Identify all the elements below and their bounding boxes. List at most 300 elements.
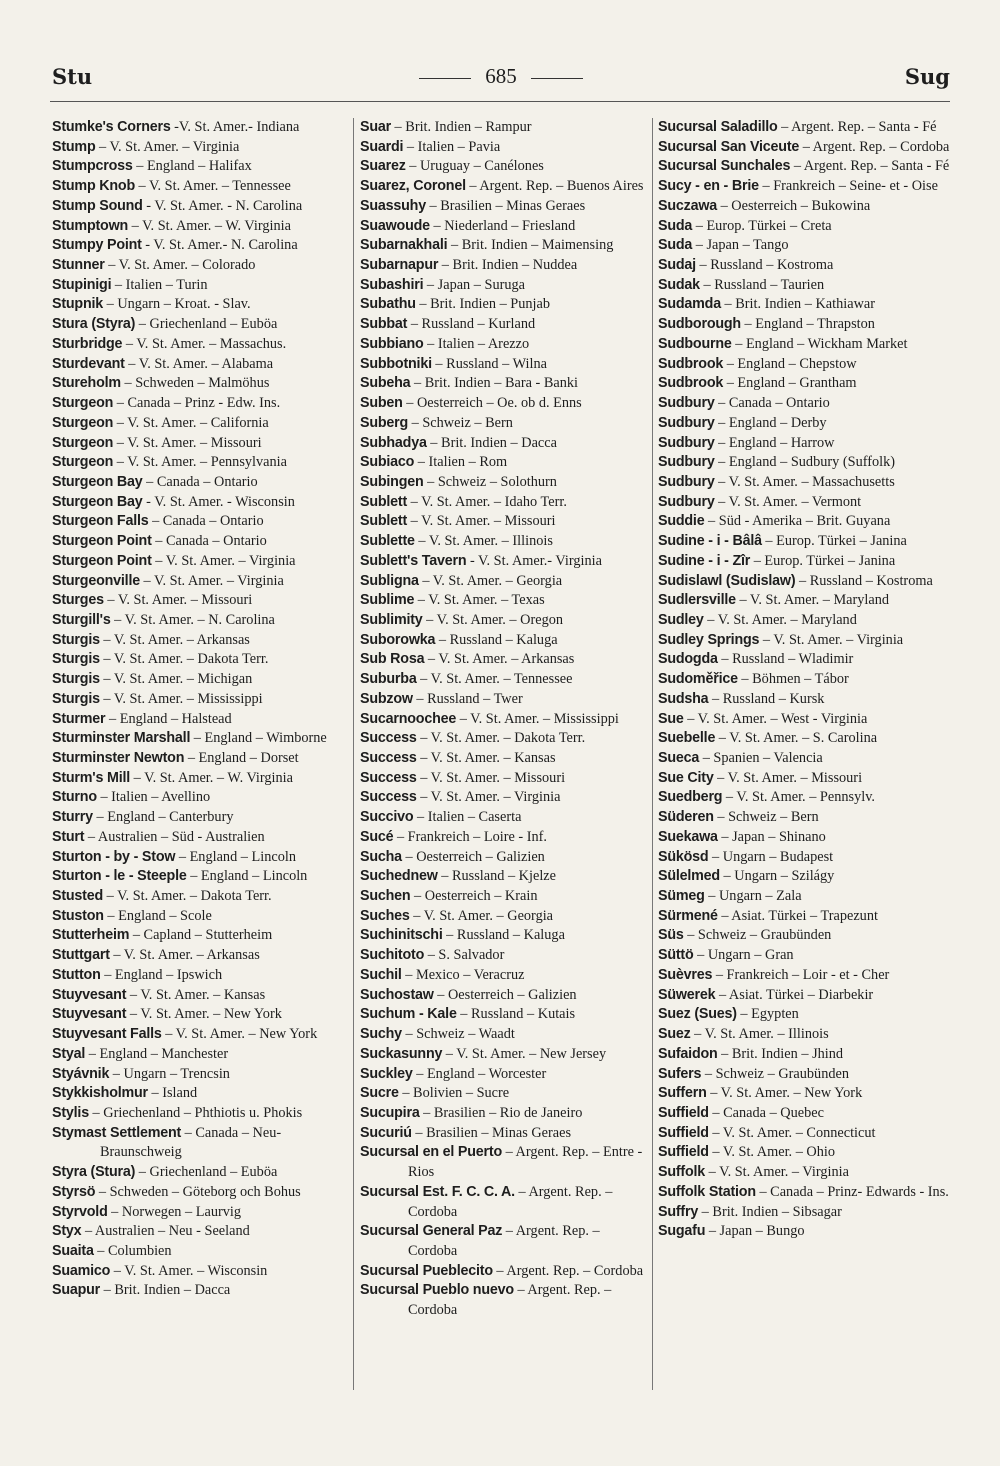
gazetteer-entry [658,690,950,710]
entry-headword: Success [360,769,417,786]
entry-location: – V. St. Amer. – Illinois [414,533,553,550]
gazetteer-entry [52,572,348,592]
entry-headword: Suchil [360,966,402,983]
entry-headword: Stuyvesant [52,986,127,1003]
entry-headword: Suckasunny [360,1045,443,1062]
entry-location: – Griechenland – Phthiotis u. Phokis [88,1104,303,1121]
gazetteer-entry [52,808,348,828]
column-divider [652,118,653,1390]
entry-headword: Sue City [658,769,714,786]
entry-location: – V. St. Amer. – California [113,414,269,431]
entry-location: – Schweiz – Bern [408,414,513,431]
entry-location: – V. St. Amer. – Massachusetts [714,473,895,490]
entry-location: – Bolivien – Sucre [398,1085,510,1102]
entry-headword: Sturm's Mill [52,769,131,786]
entry-location: – Canada – Neu- Braunschweig [100,1124,282,1161]
gazetteer-entry [52,749,348,769]
entry-headword: Stutterheim [52,927,130,944]
entry-headword: Suez (Sues) [658,1006,737,1023]
entry-location: – England – Manchester [85,1045,229,1062]
entry-headword: Suebelle [658,730,716,747]
gazetteer-entry [52,1242,348,1262]
entry-headword: Sturry [52,809,93,826]
gazetteer-entry [360,828,650,848]
gazetteer-entry [360,256,650,276]
entry-headword: Stupnik [52,296,104,313]
entry-headword: Stumptown [52,217,129,234]
gazetteer-entry [52,907,348,927]
entry-headword: Stylis [52,1104,89,1121]
gazetteer-entry [360,907,650,927]
gazetteer-entry [360,355,650,375]
entry-headword: Subeha [360,375,411,392]
entry-headword: Suawoude [360,217,430,234]
entry-location: – England – Canterbury [92,809,234,826]
entry-location: – Ungarn – Szilágy [719,868,835,885]
entry-headword: Sucupira [360,1104,420,1121]
entry-location: – Russland – Kaluga [442,927,565,944]
gazetteer-entry [658,710,950,730]
entry-location: – Italien – Rom [414,454,508,471]
entry-headword: Süs [658,927,684,944]
gazetteer-entry [658,887,950,907]
entry-headword: Sublette [360,533,415,550]
entry-location: – England – Wickham Market [731,335,908,352]
gazetteer-entry [52,591,348,611]
entry-headword: Subingen [360,473,424,490]
entry-headword: Sturgeonville [52,572,140,589]
gazetteer-entry [658,1025,950,1045]
entry-location: – Japan – Shinano [717,828,826,845]
entry-headword: Sturgeon Bay [52,493,143,510]
gazetteer-entry [360,118,650,138]
entry-headword: Sudamda [658,296,721,313]
entry-headword: Sturgeon [52,434,114,451]
column-2 [360,118,650,1321]
entry-headword: Sucarnoochee [360,710,457,727]
entry-location: – Canada – Quebec [708,1104,824,1121]
entry-headword: Sturton - by - Stow [52,848,176,865]
entry-headword: Suches [360,907,410,924]
entry-location: – Brit. Indien – Dacca [426,434,557,451]
gazetteer-entry [52,1163,348,1183]
entry-headword: Sturgis [52,671,100,688]
entry-location: – V. St. Amer. – Missouri [103,592,253,609]
gazetteer-entry [658,907,950,927]
page-number: 685 [485,64,517,88]
entry-location: – England – Chepstow [723,355,857,372]
gazetteer-entry [658,769,950,789]
entry-location: – Russland – Kurland [407,316,536,333]
entry-location: – V. St. Amer. – Maryland [735,592,890,609]
entry-location: – Russland – Twer [412,690,523,707]
gazetteer-entry [658,749,950,769]
entry-location: – Canada – Prinz- Edwards - Ins. [755,1183,949,1200]
gazetteer-entry [360,552,650,572]
entry-location: – Asiat. Türkei – Trapezunt [717,907,878,924]
entry-headword: Sudbourne [658,335,732,352]
entry-headword: Sucursal Est. F. C. C. A. [360,1183,515,1200]
entry-headword: Sülelmed [658,868,720,885]
gazetteer-entry [658,926,950,946]
entry-location: – V. St. Amer. – West - Virginia [683,710,868,727]
entry-headword: Sudbury [658,434,715,451]
gazetteer-entry [52,670,348,690]
entry-headword: Sturgeon Falls [52,513,149,530]
entry-headword: Styávnik [52,1065,110,1082]
gazetteer-entry [360,769,650,789]
entry-headword: Stykkisholmur [52,1085,148,1102]
entry-location: – Island [147,1085,198,1102]
entry-location: – V. St. Amer. – Virginia [95,138,240,155]
entry-headword: Styx [52,1223,82,1240]
entry-headword: Suffield [658,1104,709,1121]
entry-location: – England – Wimborne [190,730,327,747]
entry-location: – V. St. Amer. – New York [126,1006,282,1023]
gazetteer-entry [52,374,348,394]
entry-location: – Brit. Indien – Maimensing [447,237,614,254]
entry-location: – Japan – Suruga [423,276,526,293]
gazetteer-entry [52,1262,348,1282]
entry-headword: Sturt [52,828,85,845]
entry-location: – Argent. Rep. – Santa - Fé [777,119,937,135]
entry-location: – Brasilien – Rio de Janeiro [419,1104,583,1121]
gazetteer-entry [52,848,348,868]
gazetteer-entry [658,808,950,828]
gazetteer-entry [52,828,348,848]
entry-headword: Sturdevant [52,355,125,372]
entry-location: – Russland – Kjelze [437,868,556,885]
entry-location: – V. St. Amer. – New Jersey [442,1045,607,1062]
entry-headword: Stump Sound [52,197,143,214]
entry-headword: Sturno [52,789,97,806]
entry-headword: Sufaidon [658,1045,718,1062]
entry-headword: Suarez [360,158,406,175]
gazetteer-entry [658,295,950,315]
entry-headword: Stura (Styra) [52,316,136,333]
entry-location: – V. St. Amer. – Dakota Terr. [99,651,269,668]
gazetteer-entry [52,631,348,651]
gazetteer-entry [658,966,950,986]
entry-location: – V. St. Amer. – Wisconsin [110,1262,268,1279]
entry-headword: Suchinitschi [360,927,443,944]
entry-headword: Suchen [360,888,411,905]
gazetteer-entry [658,828,950,848]
entry-location: – V. St. Amer. – Massachus. [122,335,287,352]
entry-headword: Sue [658,710,684,727]
gazetteer-entry [52,157,348,177]
entry-headword: Subarnapur [360,257,439,274]
entry-location: – Frankreich – Loir - et - Cher [712,966,890,983]
gazetteer-entry [52,966,348,986]
gazetteer-entry [52,295,348,315]
entry-headword: Subashiri [360,276,424,293]
entry-headword: Süwerek [658,986,716,1003]
gazetteer-entry [360,749,650,769]
gazetteer-entry [658,986,950,1006]
entry-location: – Europ. Türkei – Janina [750,552,896,569]
gazetteer-entry [360,453,650,473]
entry-location: – England – Worcester [412,1065,547,1082]
entry-location: – Griechenland – Euböa [135,1164,278,1181]
entry-headword: Sudbury [658,414,715,431]
entry-location: – Russland – Kursk [708,690,825,707]
gazetteer-entry [360,710,650,730]
gazetteer-entry [52,256,348,276]
entry-location: – V. St. Amer. – Mississippi [99,690,263,707]
entry-location: – Schweiz – Graubünden [701,1065,849,1082]
entry-location: – Asiat. Türkei – Diarbekir [715,986,874,1003]
gazetteer-entry [658,1065,950,1085]
entry-headword: Suda [658,237,693,254]
gazetteer-entry [658,434,950,454]
gazetteer-entry [52,1005,348,1025]
entry-headword: Sucursal Pueblecito [360,1262,493,1279]
gazetteer-entry [658,256,950,276]
gazetteer-entry [52,690,348,710]
entry-location: – Brit. Indien – Kathiawar [720,296,876,313]
gazetteer-entry [52,1025,348,1045]
gazetteer-entry [360,572,650,592]
entry-headword: Suekawa [658,828,718,845]
entry-headword: Styrsö [52,1183,96,1200]
entry-location: – V. St. Amer. – Ohio [708,1144,836,1161]
gazetteer-entry [360,394,650,414]
entry-location: -V. St. Amer.- Indiana [170,119,300,135]
gazetteer-entry [52,946,348,966]
entry-location: – Brasilien – Minas Geraes [425,197,586,214]
gazetteer-entry [658,177,950,197]
gazetteer-entry [360,217,650,237]
entry-location: – V. St. Amer. – Virginia [139,572,284,589]
gazetteer-entry [52,394,348,414]
entry-location: – Russland – Wladimir [717,651,854,668]
entry-location: – Canada – Ontario [714,395,830,412]
entry-headword: Sudine - i - Zîr [658,552,751,569]
entry-headword: Sudbrook [658,355,724,372]
entry-location: – Canada – Ontario [148,513,264,530]
entry-location: – England – Lincoln [186,868,308,885]
gazetteer-entry [360,611,650,631]
entry-headword: Sucursal Sunchales [658,158,791,175]
page-header [52,64,950,90]
gazetteer-entry [658,532,950,552]
entry-headword: Stutton [52,966,101,983]
gazetteer-entry [52,1183,348,1203]
gazetteer-entry [658,355,950,375]
gazetteer-entry [360,493,650,513]
entry-location: – Oesterreich – Bukowina [717,197,871,214]
gazetteer-entry [658,197,950,217]
entry-headword: Sturgeon [52,395,114,412]
entry-headword: Sucursal General Paz [360,1223,503,1240]
entry-location: – Norwegen – Laurvig [107,1203,242,1220]
gazetteer-entry [658,1143,950,1163]
gazetteer-entry [360,1262,650,1282]
entry-location: – Schweiz – Solothurn [423,473,557,490]
entry-location: – Russland – Taurien [699,276,825,293]
entry-location: – V. St. Amer. – Missouri [713,769,863,786]
entry-location: – V. St. Amer. – Alabama [124,355,274,372]
entry-location: – V. St. Amer. – Virginia [705,1164,849,1181]
gazetteer-entry [360,1281,650,1320]
entry-location: – V. St. Amer. – W. Virginia [128,217,291,234]
entry-headword: Stump [52,138,96,155]
entry-location: – England – Halifax [132,158,252,175]
page-number-block [52,64,950,89]
gazetteer-entry [360,414,650,434]
entry-headword: Stupinigi [52,276,112,293]
entry-location: – V. St. Amer. – Pennsylv. [722,789,876,806]
gazetteer-entry [360,1143,650,1182]
entry-location: – Italien – Caserta [413,809,522,826]
entry-headword: Stunner [52,257,105,274]
entry-headword: Subzow [360,690,413,707]
gazetteer-entry [52,887,348,907]
entry-headword: Suchitoto [360,947,425,964]
header-left-keyword: Stu [52,64,93,89]
gazetteer-entry [658,512,950,532]
gazetteer-entry [360,926,650,946]
entry-headword: Sturgeon Point [52,552,152,569]
entry-headword: Sublett's Tavern [360,552,467,569]
entry-location: – V. St. Amer. – Kansas [126,986,266,1003]
gazetteer-entry [52,1222,348,1242]
entry-headword: Suardi [360,138,404,155]
gazetteer-entry [658,650,950,670]
entry-headword: Süderen [658,809,714,826]
gazetteer-entry [52,1203,348,1223]
entry-location: – V. St. Amer. – Arkansas [424,651,575,668]
entry-headword: Stymast Settlement [52,1124,182,1141]
entry-headword: Stuyvesant Falls [52,1026,162,1043]
gazetteer-entry [52,1065,348,1085]
entry-location: – Columbien [93,1242,172,1259]
gazetteer-entry [360,966,650,986]
gazetteer-entry [52,788,348,808]
entry-headword: Sugafu [658,1223,706,1240]
entry-headword: Sucy - en - Brie [658,178,759,195]
entry-location: – V. St. Amer. – Illinois [690,1026,829,1043]
entry-location: – V. St. Amer. – Tennessee [416,671,573,688]
header-rule [50,101,950,102]
gazetteer-entry [360,808,650,828]
gazetteer-entry [52,1045,348,1065]
entry-location: – Japan – Bungo [705,1223,805,1240]
gazetteer-entry [52,217,348,237]
entry-location: – Russland – Kostroma [795,572,933,589]
entry-headword: Sudbrook [658,375,724,392]
gazetteer-entry [52,355,348,375]
entry-headword: Suben [360,395,403,412]
gazetteer-entry [658,138,950,158]
gazetteer-entry [658,276,950,296]
entry-headword: Suez [658,1026,691,1043]
gazetteer-entry [658,867,950,887]
entry-headword: Suborowka [360,631,436,648]
entry-location: – England – Sudbury (Suffolk) [714,454,896,471]
entry-location: – Oesterreich – Oe. ob d. Enns [402,395,582,412]
entry-location: – V. St. Amer. – Michigan [99,671,253,688]
entry-headword: Sueca [658,750,700,766]
entry-headword: Stuyvesant [52,1006,127,1023]
column-1 [52,118,348,1301]
entry-headword: Sudbury [658,493,715,510]
gazetteer-entry [360,157,650,177]
gazetteer-entry [658,1084,950,1104]
entry-headword: Suffield [658,1124,709,1141]
entry-headword: Suddie [658,513,705,530]
entry-headword: Suaita [52,1242,94,1259]
entry-location: – V. St. Amer. – Arkansas [109,947,260,964]
entry-location: – Argent. Rep. – Cordoba [408,1223,600,1259]
gazetteer-entry [52,177,348,197]
entry-location: – Argent. Rep. – Cordoba [492,1262,644,1279]
gazetteer-entry [360,236,650,256]
entry-headword: Sudbury [658,473,715,490]
entry-location: – Ungarn – Kroat. - Slav. [103,296,251,313]
entry-location: – Uruguay – Canélones [405,158,544,175]
entry-location: – Schweiz – Graubünden [683,927,832,944]
entry-location: – Süd - Amerika – Brit. Guyana [704,513,891,530]
gazetteer-entry [360,138,650,158]
entry-location: – Brit. Indien – Bara - Banki [410,375,579,392]
entry-location: – V. St. Amer. – Idaho Terr. [407,493,567,510]
entry-location: – V. St. Amer. – Oregon [422,611,564,628]
gazetteer-entry [52,493,348,513]
gazetteer-entry [658,453,950,473]
entry-location: - V. St. Amer.- Virginia [466,552,602,569]
gazetteer-entry [52,986,348,1006]
gazetteer-entry [52,867,348,887]
entry-headword: Suffield [658,1144,709,1161]
entry-headword: Succivo [360,809,414,826]
entry-location: – Griechenland – Euböa [135,316,278,333]
entry-location: – Schweiz – Bern [713,809,819,826]
entry-location: – V. St. Amer. – Virginia [416,789,561,806]
gazetteer-entry [52,315,348,335]
entry-headword: Success [360,789,417,806]
entry-headword: Suar [360,119,391,135]
entry-headword: Sucursal en el Puerto [360,1144,502,1161]
entry-location: – Brit. Indien – Dacca [100,1282,231,1299]
entry-location: – V. St. Amer. – Arkansas [99,631,250,648]
entry-headword: Sudborough [658,316,741,333]
entry-headword: Sudbury [658,454,715,471]
entry-headword: Sturgis [52,651,100,668]
entry-headword: Suèvres [658,966,713,983]
entry-location: – V. St. Amer. – Virginia [151,552,296,569]
entry-headword: Suffolk Station [658,1183,756,1200]
entry-headword: Sucursal Saladillo [658,119,778,135]
entry-headword: Suberg [360,414,409,431]
entry-location: – V. St. Amer. – New York [706,1085,863,1102]
entry-location: – Italien – Arezzo [423,335,530,352]
entry-headword: Suapur [52,1282,101,1299]
entry-location: – V. St. Amer. – W. Virginia [130,769,293,786]
entry-location: – Ungarn – Gran [693,947,794,964]
entry-headword: Sublimity [360,611,423,628]
gazetteer-entry [360,512,650,532]
gazetteer-entry [360,1084,650,1104]
gazetteer-entry [360,1124,650,1144]
gazetteer-entry [658,788,950,808]
entry-headword: Subligna [360,572,419,589]
entry-headword: Subbotniki [360,355,432,372]
entry-headword: Sudoměřice [658,671,738,688]
entry-headword: Sucursal San Viceute [658,138,800,155]
entry-headword: Sturgis [52,631,100,648]
